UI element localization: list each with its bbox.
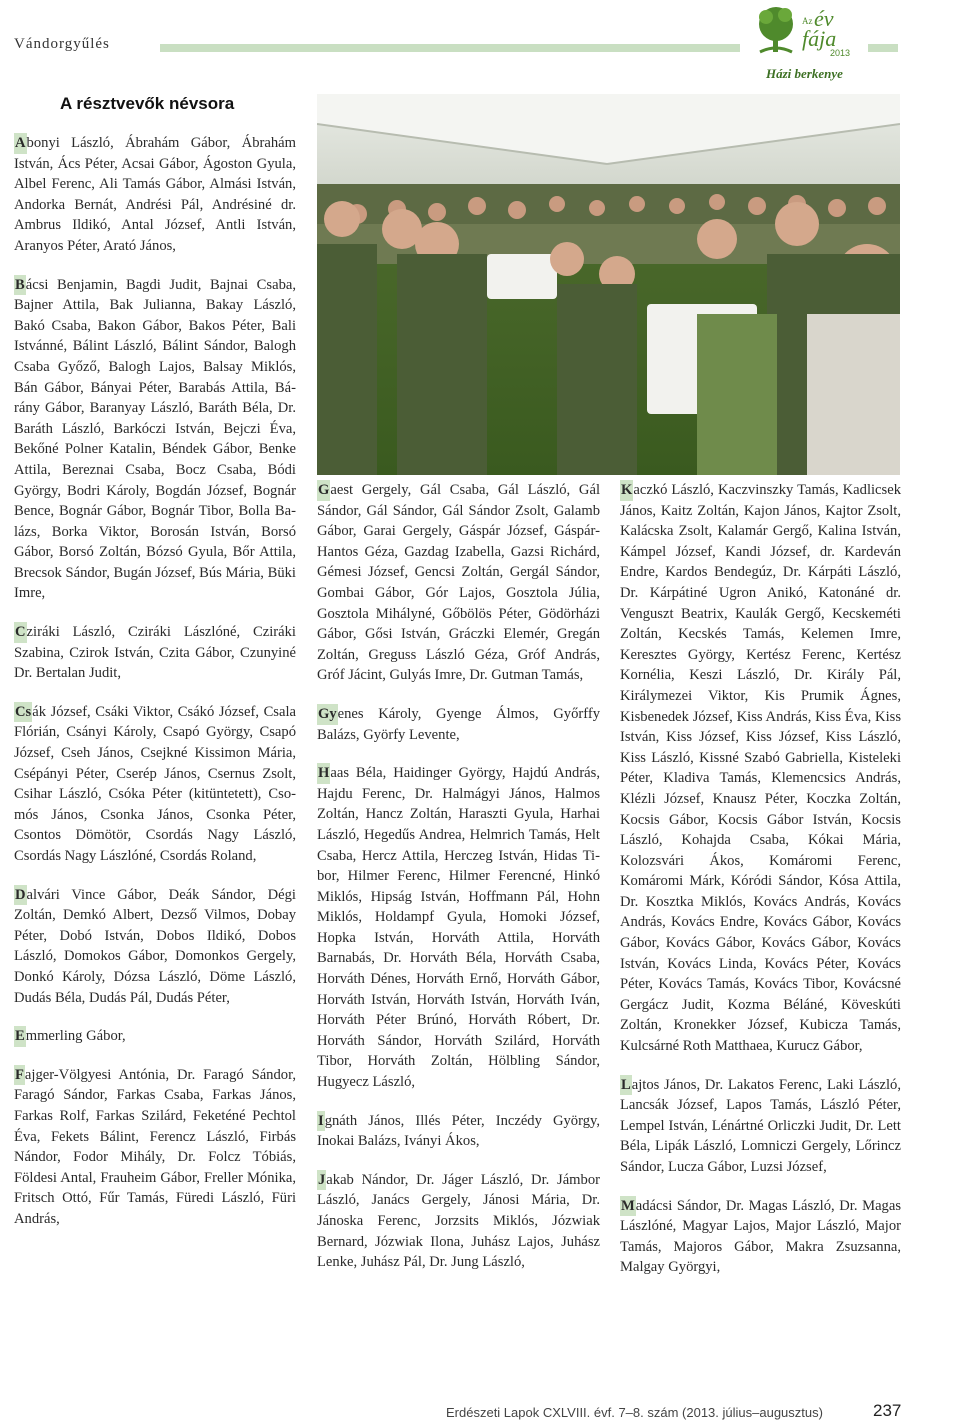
entry-text: adácsi Sándor, Dr. Magas László, Dr. Magas Lászlóné, Magyar Lajos, Major László, Major Tamás, Majoros Gábor, Makra Zsuzsanna, Malgay Györgyi, <box>620 1197 901 1276</box>
audience-photo <box>317 94 900 475</box>
initial-letter: Gy <box>317 704 338 725</box>
initial-letter: B <box>14 275 26 296</box>
page-number: 237 <box>873 1401 902 1420</box>
initial-letter: I <box>317 1111 325 1132</box>
list-item <box>14 133 296 257</box>
journal-footer: Erdészeti Lapok CXLVIII. évf. 7–8. szám (2013. július–augusztus) <box>446 1405 823 1420</box>
logo-word2: fája <box>802 26 837 51</box>
list-item <box>14 1065 296 1230</box>
list-item <box>620 480 901 1057</box>
list-item <box>317 1111 600 1152</box>
initial-letter: H <box>317 763 330 784</box>
list-item <box>14 702 296 867</box>
logo-word1: év <box>814 6 834 31</box>
initial-letter: F <box>14 1065 25 1086</box>
names-column-right <box>620 480 901 1296</box>
entry-text: aas Béla, Haidinger György, Hajdú András, Hajdu Ferenc, Dr. Halmágyi János, Halmos Zoltán, Hancz Zoltán, Haraszti Gyula, Harhai László, Hegedűs Andrea, Helmrich Tamás, Helt Csaba, Hercz Attila, Herczeg István, Hidas Tibor, Hilmer Ferenc, Hilmer Ferencné, Hinkó Miklós, Hipság István, Hoffmann Pál, Hohn Miklós, Holdampf Gyula, Homoki József, Hopka István, Horváth Attila, Horváth Barnabás, Dr. Horváth Béla, Horváth Csaba, Horváth Dénes, Horváth Ernő, Horváth Gábor, Horváth István, Horváth István, Horváth Iván, Horváth Péter Brúnó, Horváth Róbert, Dr. Horváth Sándor, Horváth Szilárd, Horváth Tibor, Horváth Zoltán, Hölbling Sándor, Hugyecz László, <box>317 765 600 1091</box>
entry-text: aest Gergely, Gál Csaba, Gál László, Gál Sándor, Gál Sándor, Gál Sándor Zsolt, Galamb Gábor, Garai Gergely, Gáspár József, Gáspár-Hantos Géza, Gazdag Izabella, Gazsi Richárd, Gémesi József, Gencsi Zoltán, Gergál Sándor, Gombai Gábor, Gór Lajos, Gosztola Júlia, Gosztola Mihályné, Gőbölös Péter, Gödörházi Gábor, Gősi István, Gráczki Elemér, Gregán Zoltán, Greguss László Géza, Gróf András, Gróf Jácint, Gulyás Imre, Dr. Gutman Tamás, <box>317 482 600 684</box>
initial-letter: K <box>620 480 633 501</box>
list-item <box>317 480 600 686</box>
initial-letter: J <box>317 1170 326 1191</box>
list-item <box>14 1026 296 1047</box>
section-header: Vándorgyűlés <box>14 36 110 52</box>
initial-letter: G <box>317 480 330 501</box>
entry-text: alvári Vince Gábor, Deák Sándor, Dégi Zoltán, Demkó Albert, Dezső Vilmos, Dobay Péter, Dobó István, Dobos Ildikó, Dobos László, Domokos Gábor, Domonkos Gergely, Donkó Károly, Dózsa László, Döme László, Dudás Béla, Dudás Pál, Dudás Péter, <box>14 886 296 1006</box>
entry-text: ziráki László, Cziráki Lászlóné, Cziráki Szabina, Czirok István, Czita Gábor, Czunyiné Dr. Bertalan Judit, <box>14 624 296 682</box>
page-title: A résztvevők névsora <box>60 94 235 113</box>
entry-text: enes Károly, Gyenge Álmos, Győrffy Balázs, Györfy Levente, <box>317 705 600 743</box>
initial-letter: E <box>14 1026 26 1047</box>
entry-text: mmerling Gábor, <box>25 1028 126 1045</box>
entry-text: gnáth János, Illés Péter, Inczédy György, Inokai Balázs, Iványi Ákos, <box>317 1112 600 1150</box>
entry-text: ajtos János, Dr. Lakatos Ferenc, Laki László, Lancsák József, Lapos Tamás, László Péter, Lempel István, Lénártné Orliczki Judit, Dr. Lett Béla, Lipák László, Lomniczi Gergely, Lőrincz Sándor, Lucza Gábor, Luzsi József, <box>620 1076 901 1175</box>
list-item <box>620 1196 901 1278</box>
list-item <box>317 763 600 1093</box>
initial-letter: C <box>14 622 27 643</box>
list-item <box>14 885 296 1009</box>
header-rule <box>160 44 740 52</box>
initial-letter: L <box>620 1075 632 1096</box>
list-item <box>620 1075 901 1178</box>
logo-year: 2013 <box>830 48 851 58</box>
initial-letter: M <box>620 1196 636 1217</box>
names-column-left <box>14 133 296 1248</box>
list-item <box>317 704 600 745</box>
list-item <box>14 622 296 684</box>
header-rule-right <box>868 44 898 52</box>
names-column-middle <box>317 480 600 1291</box>
entry-text: akab Nándor, Dr. Jáger László, Dr. Jámbor László, Janács Gergely, Jánosi Mária, Dr. Jánoska Ferenc, Jorzsits Miklós, Józwiak Bernard, Józwiak Ilona, Juhász Lajos, Juhász Lenke, Juhász Pál, Dr. Jung László, <box>317 1171 600 1271</box>
entry-text: ajger-Völgyesi Antónia, Dr. Faragó Sándor, Faragó Sándor, Farkas Csaba, Farkas János, Farkas Rolf, Farkas Szilárd, Feketéné Pechtol Éva, Fekets Bálint, Ferencz László, Firbás Nándor, Fodor Mihály, Dr. Folcz Tóbiás, Földesi Antal, Frauheim Gábor, Freller Mónika, Fritsch Ottó, Fűr Tamás, Füredi László, Füri András, <box>14 1066 296 1227</box>
entry-text: ák József, Csáki Viktor, Csákó József, Csala Flórián, Csányi Károly, Csapó György, Csapó József, Cseh János, Csejkné Kissimon Mária, Csépányi Péter, Cserép János, Csernus Zsolt, Csihar László, Csóka Péter (kitüntetett), Csomós János, Csonka János, Csonka Péter, Csontos Dömötör, Csordás Nagy László, Csordás Nagy Lászlóné, Csordás Roland, <box>14 703 296 864</box>
entry-text: ácsi Benjamin, Bagdi Judit, Bajnai Csaba, Bajner Attila, Bak Julianna, Bakay László, Bakó Csaba, Bakon Gábor, Bakos Péter, Bali Istvánné, Bálint László, Bálint Sándor, Balogh Csaba Győző, Balogh Lajos, Balsay Miklós, Bán Gábor, Bányai Péter, Barabás Attila, Bárány Gábor, Baranyay László, Baráth Béla, Dr. Baráth László, Barkóczi István, Bejczi Éva, Bekőné Polner Katalin, Béndek Gábor, Benke Attila, Bereznai Csaba, Bocz Csaba, Bódi György, Bodri Károly, Bogdán József, Bognár Bence, Bognár Gábor, Bognár Tibor, Bolla Balázs, Borka Viktor, Borosán István, Borsó Gábor, Borsó Zoltán, Bózsó Gyula, Bőr Attila, Brecsok Sándor, Bugán József, Bús Mária, Büki Imre, <box>14 276 296 602</box>
list-item <box>14 275 296 605</box>
list-item <box>317 1170 600 1273</box>
logo-prefix: Az <box>802 16 813 26</box>
tree-of-the-year-logo <box>752 2 862 84</box>
entry-text: aczkó László, Kaczvinszky Tamás, Kadlicsek János, Kaitz Zoltán, Kajon János, Kajtor Zsolt, Kalácska Zsolt, Kalamár Gergő, Kalina István, Kámpel József, Kandi József, dr. Kardeván Endre, Kardos Bendegúz, Dr. Kárpáti László, Dr. Kárpátiné Ugron Anikó, Katonáné dr. Venguszt Beatrix, Kaulák Gergő, Kecskeméti Zoltán, Kecskés Tamás, Kelemen Imre, Keresztes György, Kertész Ferenc, Kertész Kornélia, Keszi László, Dr. Király Pál, Királymezei Viktor, Kis Prumik Ágnes, Kisbenedek József, Kiss András, Kiss Éva, Kiss István, Kiss József, Kiss József, Kiss László, Kiss László, Kissné Szabó Gabriella, Kisteleki Péter, Kladiva Tamás, Klemencsics András, Klézli József, Knausz Péter, Koczka Zoltán, Kocsis Gábor, Kocsis Gábor István, Kocsis László, Kohajda Csaba, Kókai Mária, Kolozsvári Ákos, Komáromi Ferenc, Komáromi Márk, Kóródi Sándor, Kósa Attila, Dr. Kosztka Miklós, Kovács András, Kovács András, Kovács Endre, Kovács Gábor, Kovács Gábor, Kovács Gábor, Kovács Gábor, Kovács István, Kovács Linda, Kovács Péter, Kovács Péter, Kovács Tamás, Kovács Tibor, Kovácsné Gergácz Judit, Kozma Béláné, Köveskúti Zoltán, Kronekker József, Kubicza Tamás, Kulcsárné Roth Matthaea, Kurucz Gábor, <box>620 482 901 1055</box>
initial-letter: A <box>14 133 27 154</box>
initial-letter: Cs <box>14 702 32 723</box>
entry-text: bonyi László, Ábrahám Gábor, Ábrahám István, Ács Péter, Acsai Gábor, Ágoston Gyula, Albel Ferenc, Ali Tamás Gábor, Almási István, Andorka Bernát, Andrési Pál, Andrésiné dr. Ambrus Ildikó, Antal József, Antli István, Aranyos Péter, Arató János, <box>14 135 296 254</box>
logo-caption: Házi berkenye <box>766 66 843 81</box>
initial-letter: D <box>14 885 27 906</box>
